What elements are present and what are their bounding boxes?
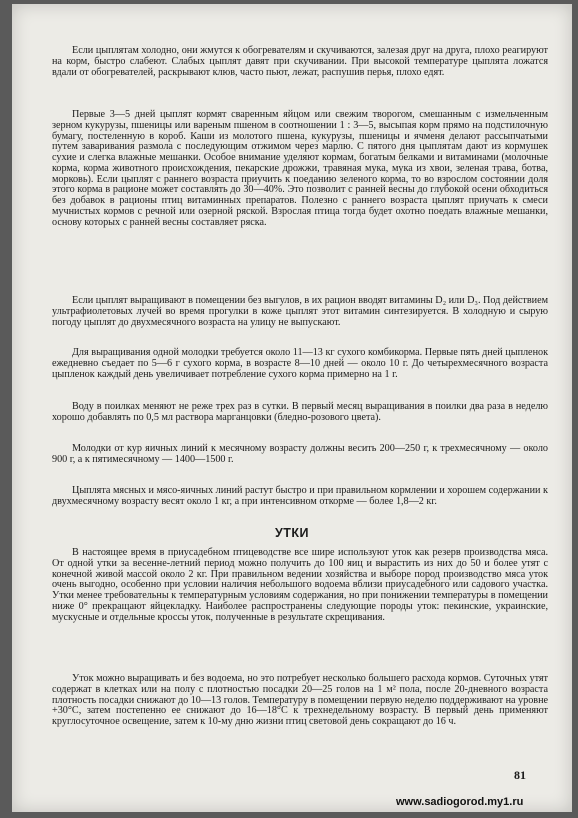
paragraph-feed-amount: Для выращивания одной молодки требуется около 11—13 кг сухого комбикорма. Первые пять дней цыпленок ежедневно съедает по 5—6 г сухого корма, в возрасте 8—10 дней — около 10 г. До четырехмесячного возраста цыпленок каждый день увеличивает потребление сухого корма примерно на 1 г. (52, 347, 548, 380)
paragraph-vitamins: Если цыплят выращивают в помещении без выгулов, в их рацион вводят витамины D₂ или D₃. Под действием ультрафиолетовых лучей во время прогулки в коже цыплят этот витамин синтезируется. В холодную и сырую погоду цыплят до двухмесячного возраста на улицу не выпускают. (52, 295, 548, 328)
section-title-ducks: УТКИ (274, 526, 310, 540)
paragraph-pullet-weight: Молодки от кур яичных линий к месячному возрасту должны весить 200—250 г, к трехмесячному — около 900 г, а к пятимесячному — 1400—1500 г. (52, 443, 548, 465)
paragraph-chick-cold: Если цыплятам холодно, они жмутся к обогревателям и скучиваются, залезая друг на друга, плохо реагируют на корм, быстро слабеют. Слабых цыплят давят при скучивании. При высокой температуре цыплята ложатся вдали от обогревателей, раскрывают клюв, часто пьют, лежат, распушив перья, плохо едят. (52, 45, 548, 78)
paragraph-feeding-first-days: Первые 3—5 дней цыплят кормят сваренным яйцом или свежим творогом, смешанным с измельченным зерном кукурузы, пшеницы или вареным пшеном в соотношении 1 : 3—5, высыпая корм прямо на подстилочную бумагу, постеленную в короб. Каши из молотого пшена, кукурузы, пшеницы и ячменя делают рассыпчатыми путем заваривания размола с последующим отжимом через марлю. С пятого дня цыплятам дают из кормушек сухие и слегка влажные мешанки. Особое внимание уделяют кормам, богатым белками и витаминами (молочные корма, корма животного происхождения, пекарские дрожжи, травяная мука, мука из хвои, зеленая трава, ботва, морковь). Если цыплят с раннего возраста приучить к поеданию зеленого корма, то во взрослом состоянии доля этого корма в рационе может составлять до 30—40%. Это позволит с ранней весны до глубокой осени обходиться без добавок в рационы птиц витаминных препаратов. Полезно с раннего возраста цыплят приучать к смеси мучнистых кормов с речной или озерной ряской. Взрослая птица тогда будет охотно поедать влажные мешанки, основу которых с ранней весны составляет ряска. (52, 109, 548, 228)
paragraph-ducks-intro: В настоящее время в приусадебном птицеводстве все шире используют уток как резерв производства мяса. От одной утки за весенне-летний период можно получить до 100 яиц и вырастить из них до 50 и более утят с конечной живой массой около 2 кг. При правильном ведении хозяйства и выборе пород производство мяса уток очень выгодно, особенно при условии наличия небольшого водоема вблизи приусадебного или садового участка. Утки менее требовательны к температурным условиям содержания, но при понижении температуры в помещении ниже 0° прекращают яйцекладку. Наиболее распространены следующие породы уток: пекинские, украинские, мускусные и отдельные кроссы уток, полученные в результате скрещивания. (52, 547, 548, 623)
page-number: 81 (514, 768, 526, 782)
paragraph-meat-chickens: Цыплята мясных и мясо-яичных линий растут быстро и при правильном кормлении и хорошем содержании к двухмесячному возрасту весят около 1 кг, а при интенсивном откорме — более 1,8—2 кг. (52, 485, 548, 507)
paragraph-water: Воду в поилках меняют не реже трех раз в сутки. В первый месяц выращивания в поилки два раза в неделю хорошо добавлять по 0,5 мл раствора марганцовки (бледно-розового цвета). (52, 401, 548, 423)
watermark-url: www.sadiogorod.my1.ru (396, 796, 524, 808)
book-page (12, 4, 572, 812)
paragraph-ducks-housing: Уток можно выращивать и без водоема, но это потребует несколько большего расхода кормов. Суточных утят содержат в клетках или на полу с плотностью посадки 20—25 голов на 1 м² пола, после 20-дневного возраста плотность посадки снижают до 10—13 голов. Температуру в помещении первую неделю поддерживают на уровне +30°С, затем постепенно ее снижают до 16—18°С к трехнедельному возрасту. В первый день применяют круглосуточное освещение, затем к 10-му дню жизни птиц световой день сокращают до 16 ч. (52, 673, 548, 727)
